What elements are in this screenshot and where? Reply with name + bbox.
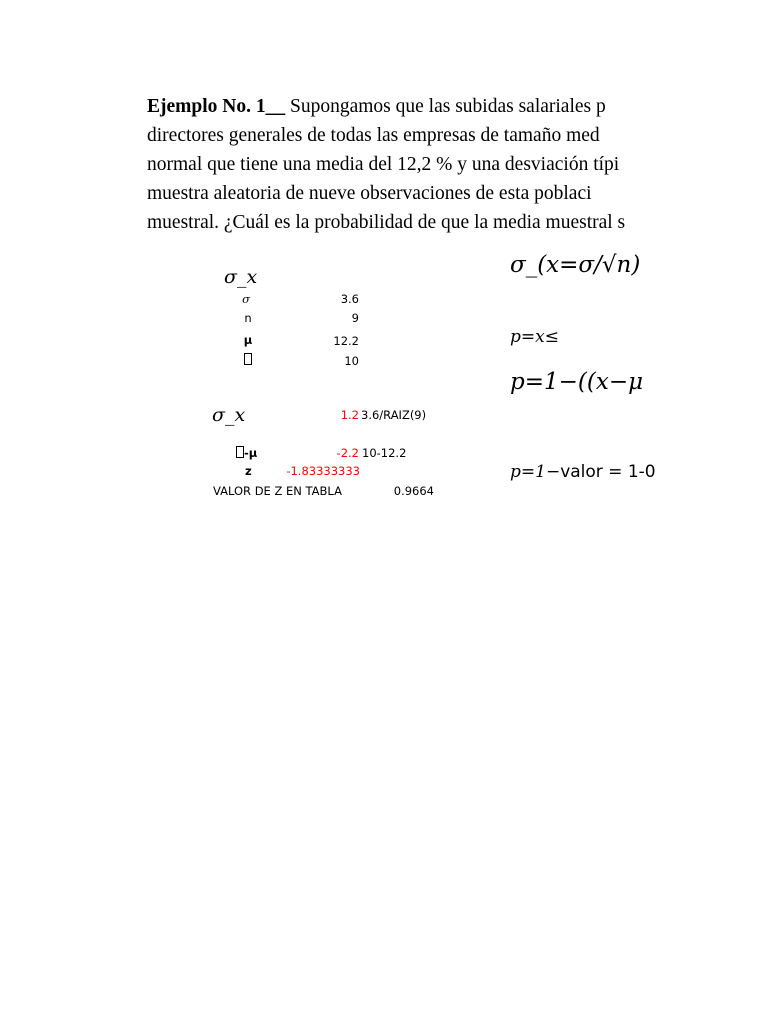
diff-label-suffix: -μ: [244, 446, 258, 460]
table-value: 0.9664: [393, 484, 434, 498]
formula-result-var: p=1−: [510, 462, 561, 482]
sigma-x-calc-label: σ_x: [212, 404, 246, 426]
z-value: -1.83333333: [286, 464, 360, 478]
formula-result: [510, 462, 656, 482]
diff-value: -2.2: [336, 446, 359, 460]
diff-label: [236, 446, 257, 460]
row-label-sigma: σ: [242, 292, 250, 306]
example-title: Ejemplo No. 1__: [147, 96, 286, 117]
z-label: z: [245, 464, 252, 478]
sigma-x-calc-formula: 3.6/RAIZ(9): [361, 408, 427, 422]
row-label-mu: μ: [243, 333, 253, 347]
paragraph-line-2: directores generales de todas las empresas de tamaño med: [147, 125, 600, 146]
diff-formula: 10-12.2: [362, 446, 407, 460]
row-label-x-bar: [238, 353, 258, 367]
missing-glyph-icon: [244, 353, 252, 365]
row-value-mu: 12.2: [333, 334, 359, 348]
formula-complement: p=1−((x−μ: [510, 369, 644, 395]
missing-glyph-icon: [236, 446, 244, 458]
formula-result-text: valor = 1-0: [560, 462, 656, 482]
paragraph-line-1-text: Supongamos que las subidas salariales p: [285, 96, 606, 117]
sigma-x-calc-value: 1.2: [340, 408, 359, 422]
row-value-sigma: 3.6: [340, 292, 359, 306]
row-value-x-bar: 10: [344, 354, 359, 368]
sigma-x-header: σ_x: [224, 266, 258, 288]
paragraph-line-4: muestra aleatoria de nueve observaciones de esta poblaci: [147, 183, 592, 204]
problem-paragraph: [147, 92, 660, 237]
formula-probability: p=x≤: [510, 327, 559, 347]
formula-standard-error: σ_(x=σ/√n): [510, 252, 641, 278]
row-label-n: n: [244, 311, 252, 325]
paragraph-line-1: [147, 92, 660, 121]
paragraph-line-3: normal que tiene una media del 12,2 % y una desviación típi: [147, 154, 620, 175]
table-value-label: VALOR DE Z EN TABLA: [213, 484, 342, 498]
row-value-n: 9: [351, 311, 359, 325]
paragraph-line-5: muestral. ¿Cuál es la probabilidad de que la media muestral s: [147, 212, 626, 233]
